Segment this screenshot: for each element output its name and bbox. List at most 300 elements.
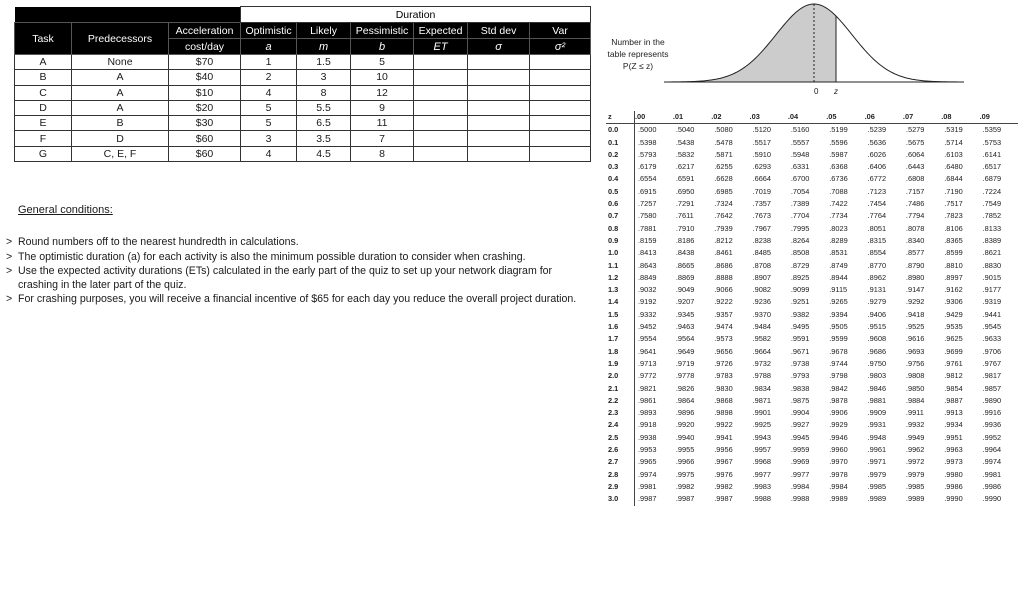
task-cell: F: [15, 131, 72, 146]
task-row: [15, 55, 591, 70]
z-probability-cell: .6915: [638, 186, 657, 196]
optimistic-cell: 5: [241, 100, 297, 115]
z-probability-cell: .7734: [829, 211, 848, 221]
general-conditions-list: [6, 236, 590, 308]
z-probability-cell: .9306: [944, 297, 963, 307]
z-probability-cell: .5948: [790, 149, 810, 159]
z-probability-cell: .9535: [944, 322, 963, 332]
col-likely: Likely: [297, 23, 351, 39]
z-row-label: 0.4: [606, 173, 635, 185]
z-column-header: .03: [750, 111, 788, 124]
z-probability-cell: .8849: [638, 272, 657, 282]
z-probability-cell: .8869: [675, 272, 695, 282]
likely-cell: 8: [297, 85, 351, 100]
z-probability-cell: .9505: [829, 322, 848, 332]
z-probability-cell: .9901: [752, 408, 772, 418]
z-probability-cell: .9732: [752, 358, 772, 368]
z-probability-cell: .5478: [714, 137, 733, 147]
z-probability-cell: .9980: [944, 469, 963, 479]
col-predecessors: Predecessors: [72, 23, 169, 55]
z-probability-cell: .8438: [675, 248, 695, 258]
pessimistic-cell: 9: [351, 100, 414, 115]
z-probability-cell: .9979: [867, 469, 887, 479]
predecessors-cell: A: [72, 100, 169, 115]
z-probability-cell: .9641: [638, 346, 657, 356]
z-row: [606, 321, 1018, 333]
z-row: [606, 137, 1018, 149]
z-row: [606, 358, 1018, 370]
z-probability-cell: .8577: [905, 248, 925, 258]
z-probability-cell: .7324: [714, 199, 733, 209]
z-probability-cell: .9986: [944, 481, 963, 491]
optimistic-cell: 5: [241, 116, 297, 131]
z-probability-cell: .9987: [638, 494, 657, 504]
z-column-header: .06: [865, 111, 903, 124]
var-cell: [530, 70, 591, 85]
z-probability-cell: .9983: [752, 481, 772, 491]
task-row: [15, 85, 591, 100]
z-probability-cell: .9990: [944, 494, 963, 504]
z-probability-cell: .9756: [905, 358, 925, 368]
stddev-cell: [468, 146, 530, 161]
z-probability-cell: .9382: [790, 309, 810, 319]
z-row: [606, 284, 1018, 296]
stddev-cell: [468, 85, 530, 100]
z-probability-cell: .7422: [829, 199, 848, 209]
z-probability-cell: .9968: [752, 457, 772, 467]
stddev-cell: [468, 116, 530, 131]
col-stddev: Std dev: [468, 23, 530, 39]
z-probability-cell: .8212: [714, 235, 733, 245]
z-probability-cell: .7157: [905, 186, 925, 196]
z-probability-cell: .9713: [638, 358, 657, 368]
z-column-header: .07: [903, 111, 941, 124]
col-pessimistic: Pessimistic: [351, 23, 414, 39]
z-probability-cell: .9970: [829, 457, 848, 467]
predecessors-cell: A: [72, 85, 169, 100]
z-probability-cell: .9772: [638, 371, 657, 381]
z-probability-cell: .5753: [982, 137, 1002, 147]
z-probability-cell: .9916: [982, 408, 1002, 418]
z-probability-cell: .9515: [867, 322, 887, 332]
z-probability-cell: .9952: [982, 432, 1002, 442]
expected-cell: [414, 85, 468, 100]
col-optimistic-symbol: a: [241, 39, 297, 55]
z-probability-cell: .9429: [944, 309, 963, 319]
z-probability-cell: .9744: [829, 358, 848, 368]
z-probability-cell: .8830: [982, 260, 1002, 270]
z-probability-cell: .6879: [982, 174, 1002, 184]
task-cell: C: [15, 85, 72, 100]
z-probability-cell: .9830: [714, 383, 733, 393]
z-probability-cell: .8389: [982, 235, 1002, 245]
var-cell: [530, 146, 591, 161]
task-row: [15, 131, 591, 146]
acceleration-cost-cell: $60: [169, 131, 241, 146]
z-probability-cell: .9265: [829, 297, 848, 307]
z-probability-cell: .8810: [944, 260, 963, 270]
z-row-label: 1.3: [606, 284, 635, 296]
duration-header: Duration: [241, 7, 591, 23]
z-probability-cell: .9936: [982, 420, 1002, 430]
z-probability-cell: .9960: [829, 445, 848, 455]
z-probability-cell: .9988: [790, 494, 810, 504]
col-var: Var: [530, 23, 591, 39]
z-row: [606, 247, 1018, 259]
optimistic-cell: 4: [241, 85, 297, 100]
z-probability-cell: .6217: [675, 162, 695, 172]
z-probability-cell: .6554: [638, 174, 657, 184]
z-probability-cell: .9599: [829, 334, 848, 344]
col-acceleration: Acceleration: [169, 23, 241, 39]
z-probability-cell: .9951: [944, 432, 963, 442]
z-probability-cell: .8554: [867, 248, 887, 258]
z-probability-cell: .9871: [752, 395, 772, 405]
z-probability-cell: .6103: [944, 149, 963, 159]
z-probability-cell: .8643: [638, 260, 657, 270]
z-probability-cell: .9964: [982, 445, 1002, 455]
var-cell: [530, 116, 591, 131]
pessimistic-cell: 10: [351, 70, 414, 85]
z-probability-cell: .7794: [905, 211, 925, 221]
z-probability-cell: .8907: [752, 272, 772, 282]
z-probability-cell: .7549: [982, 199, 1002, 209]
z-probability-cell: .9834: [752, 383, 772, 393]
z-probability-cell: .9948: [867, 432, 887, 442]
z-probability-cell: .9898: [714, 408, 733, 418]
z-probability-cell: .9738: [790, 358, 810, 368]
z-row: [606, 173, 1018, 185]
z-probability-cell: .8621: [982, 248, 1002, 258]
z-probability-cell: .6293: [752, 162, 772, 172]
z-probability-cell: .6026: [867, 149, 887, 159]
z-probability-cell: .7019: [752, 186, 772, 196]
z-probability-cell: .9979: [905, 469, 925, 479]
z-probability-cell: .9726: [714, 358, 733, 368]
z-probability-cell: .8461: [714, 248, 733, 258]
bullet-marker: >: [6, 265, 13, 277]
z-probability-cell: .9706: [982, 346, 1002, 356]
z-row: [606, 469, 1018, 481]
z-probability-cell: .9934: [944, 420, 963, 430]
z-probability-cell: .9940: [675, 432, 695, 442]
z-probability-cell: .9864: [675, 395, 695, 405]
z-probability-cell: .9976: [714, 469, 733, 479]
z-row: [606, 333, 1018, 345]
z-probability-cell: .9878: [829, 395, 848, 405]
z-probability-cell: .9918: [638, 420, 657, 430]
z-row-label: 2.1: [606, 383, 635, 395]
pessimistic-cell: 11: [351, 116, 414, 131]
bullet-marker: >: [6, 293, 13, 305]
z-probability-cell: .6179: [638, 162, 657, 172]
z-row: [606, 186, 1018, 198]
task-table: [14, 6, 591, 162]
z-probability-cell: .9953: [638, 445, 657, 455]
acceleration-cost-cell: $30: [169, 116, 241, 131]
z-row: [606, 272, 1018, 284]
z-row-label: 2.5: [606, 432, 635, 444]
z-probability-cell: .7291: [675, 199, 695, 209]
z-probability-cell: .6950: [675, 186, 695, 196]
z-probability-cell: .9971: [867, 457, 887, 467]
z-probability-cell: .9990: [982, 494, 1002, 504]
condition-text: Use the expected activity durations (ETs) calculated in the early part of the quiz to set up your network diagram for crashing in the later part of the quiz.: [18, 265, 553, 291]
task-cell: B: [15, 70, 72, 85]
z-probability-cell: .9678: [829, 346, 848, 356]
z-probability-cell: .9591: [790, 334, 810, 344]
z-probability-cell: .9817: [982, 371, 1002, 381]
predecessors-cell: A: [72, 70, 169, 85]
stddev-cell: [468, 55, 530, 70]
z-probability-cell: .9961: [867, 445, 887, 455]
z-column-header: .04: [788, 111, 826, 124]
task-row: [15, 116, 591, 131]
z-probability-cell: .9887: [944, 395, 963, 405]
z-probability-cell: .9842: [829, 383, 848, 393]
pessimistic-cell: 12: [351, 85, 414, 100]
z-probability-cell: .9969: [790, 457, 810, 467]
expected-cell: [414, 100, 468, 115]
z-probability-cell: .9251: [790, 297, 810, 307]
z-probability-cell: .9945: [790, 432, 810, 442]
z-row-label: 2.9: [606, 481, 635, 493]
z-probability-cell: .9719: [675, 358, 695, 368]
z-probability-cell: .9812: [944, 371, 963, 381]
task-row: [15, 70, 591, 85]
z-probability-cell: .9925: [752, 420, 772, 430]
z-row-label: 2.6: [606, 444, 635, 456]
col-stddev-symbol: σ: [468, 39, 530, 55]
z-row: [606, 223, 1018, 235]
z-probability-cell: .7517: [944, 199, 963, 209]
z-probability-cell: .9608: [867, 334, 887, 344]
z-row: [606, 161, 1018, 173]
z-probability-cell: .7389: [790, 199, 810, 209]
z-probability-cell: .8133: [982, 223, 1002, 233]
z-row: [606, 149, 1018, 161]
z-probability-cell: .7224: [982, 186, 1002, 196]
z-probability-cell: .9967: [714, 457, 733, 467]
z-probability-cell: .8078: [905, 223, 925, 233]
z-probability-cell: .9222: [714, 297, 733, 307]
z-probability-cell: .7190: [944, 186, 963, 196]
z-probability-cell: .5596: [829, 137, 848, 147]
z-probability-cell: .9846: [867, 383, 887, 393]
z-probability-cell: .9484: [752, 322, 772, 332]
z-row-label: 1.6: [606, 321, 635, 333]
z-probability-cell: .9761: [944, 358, 963, 368]
z-row: [606, 260, 1018, 272]
z-row-label: 2.2: [606, 395, 635, 407]
z-probability-cell: .8962: [867, 272, 887, 282]
z-probability-cell: .9147: [905, 285, 925, 295]
pessimistic-cell: 8: [351, 146, 414, 161]
z-probability-cell: .9987: [675, 494, 695, 504]
z-probability-cell: .8944: [829, 272, 848, 282]
z-row: [606, 296, 1018, 308]
z-probability-cell: .9495: [790, 322, 810, 332]
z-probability-cell: .9319: [982, 297, 1002, 307]
pessimistic-cell: 7: [351, 131, 414, 146]
z-probability-cell: .5040: [675, 125, 695, 135]
z-row-label: 1.5: [606, 309, 635, 321]
z-probability-cell: .9984: [790, 481, 810, 491]
z-row-label: 0.0: [606, 124, 635, 137]
z-probability-cell: .9957: [752, 445, 772, 455]
z-row: [606, 210, 1018, 222]
general-conditions-title: General conditions:: [18, 204, 113, 216]
condition-text: Round numbers off to the nearest hundredth in calculations.: [18, 236, 299, 248]
likely-cell: 6.5: [297, 116, 351, 131]
z-probability-cell: .9986: [982, 481, 1002, 491]
predecessors-cell: C, E, F: [72, 146, 169, 161]
z-probability-cell: .9893: [638, 408, 657, 418]
z-probability-cell: .9788: [752, 371, 772, 381]
var-cell: [530, 55, 591, 70]
task-cell: A: [15, 55, 72, 70]
var-cell: [530, 100, 591, 115]
z-probability-cell: .9946: [829, 432, 848, 442]
z-probability-cell: .8023: [829, 223, 848, 233]
z-probability-cell: .7823: [944, 211, 963, 221]
z-probability-cell: .6480: [944, 162, 963, 172]
col-optimistic: Optimistic: [241, 23, 297, 39]
z-probability-cell: .9931: [867, 420, 887, 430]
z-probability-cell: .8686: [714, 260, 733, 270]
z-probability-cell: .9941: [714, 432, 733, 442]
z-column-header: .02: [711, 111, 749, 124]
col-likely-symbol: m: [297, 39, 351, 55]
z-probability-cell: .6772: [867, 174, 887, 184]
z-probability-cell: .8186: [675, 235, 695, 245]
z-probability-cell: .9699: [944, 346, 963, 356]
z-probability-cell: .8925: [790, 272, 810, 282]
z-probability-cell: .9861: [638, 395, 657, 405]
z-probability-cell: .5517: [752, 137, 772, 147]
z-row-label: 2.3: [606, 407, 635, 419]
z-probability-cell: .9956: [714, 445, 733, 455]
z-row-label: 0.7: [606, 210, 635, 222]
acceleration-cost-cell: $40: [169, 70, 241, 85]
z-probability-cell: .9966: [675, 457, 695, 467]
var-cell: [530, 85, 591, 100]
z-probability-cell: .8980: [905, 272, 925, 282]
z-probability-cell: .9978: [829, 469, 848, 479]
task-cell: G: [15, 146, 72, 161]
z-probability-cell: .6985: [714, 186, 733, 196]
z-probability-cell: .9904: [790, 408, 810, 418]
task-row: [15, 100, 591, 115]
acceleration-cost-cell: $70: [169, 55, 241, 70]
z-probability-cell: .9564: [675, 334, 695, 344]
condition-text: The optimistic duration (a) for each activity is also the minimum possible duration to consider when crashing.: [18, 250, 526, 263]
z-probability-cell: .8888: [714, 272, 733, 282]
z-row: [606, 456, 1018, 468]
z-probability-cell: .7054: [790, 186, 810, 196]
z-probability-cell: .5080: [714, 125, 733, 135]
z-probability-cell: .9985: [905, 481, 925, 491]
z-probability-cell: .5359: [982, 125, 1002, 135]
stddev-cell: [468, 131, 530, 146]
z-probability-cell: .7967: [752, 223, 772, 233]
z-probability-cell: .8790: [905, 260, 925, 270]
z-probability-cell: .7852: [982, 211, 1002, 221]
likely-cell: 4.5: [297, 146, 351, 161]
z-probability-cell: .9989: [905, 494, 925, 504]
var-cell: [530, 131, 591, 146]
z-probability-cell: .9929: [829, 420, 848, 430]
z-probability-cell: .6331: [790, 162, 810, 172]
z-probability-cell: .8264: [790, 235, 810, 245]
z-probability-cell: .9162: [944, 285, 963, 295]
z-probability-cell: .8289: [829, 235, 848, 245]
task-cell: E: [15, 116, 72, 131]
z-probability-cell: .9974: [638, 469, 657, 479]
condition-item: [6, 236, 590, 250]
optimistic-cell: 1: [241, 55, 297, 70]
curve-caption-line: Number in the: [611, 37, 665, 47]
z-table: [606, 111, 1018, 506]
z-probability-cell: .8413: [638, 248, 657, 258]
z-probability-cell: .8485: [752, 248, 772, 258]
z-probability-cell: .9949: [905, 432, 925, 442]
z-column-header: .05: [826, 111, 864, 124]
z-row: [606, 346, 1018, 358]
z-probability-cell: .6844: [944, 174, 963, 184]
z-probability-cell: .9808: [905, 371, 925, 381]
z-probability-cell: .9671: [790, 346, 810, 356]
z-probability-cell: .9974: [982, 457, 1002, 467]
col-pessimistic-symbol: b: [351, 39, 414, 55]
z-probability-cell: .7580: [638, 211, 657, 221]
z-probability-cell: .7257: [638, 199, 657, 209]
z-probability-cell: .9989: [829, 494, 848, 504]
z-probability-cell: .9881: [867, 395, 887, 405]
z-probability-cell: .8238: [752, 235, 772, 245]
bullet-marker: >: [6, 250, 13, 263]
z-probability-cell: .9441: [982, 309, 1002, 319]
z-probability-cell: .9015: [982, 272, 1002, 282]
task-row: [15, 146, 591, 161]
z-probability-cell: .7642: [714, 211, 733, 221]
z-row: [606, 235, 1018, 247]
z-probability-cell: .9693: [905, 346, 925, 356]
optimistic-cell: 4: [241, 146, 297, 161]
z-column-header: .09: [980, 111, 1018, 124]
z-probability-cell: .9279: [867, 297, 887, 307]
shaded-area: [664, 4, 836, 82]
z-probability-cell: .8770: [867, 260, 887, 270]
z-column-header: .01: [673, 111, 711, 124]
z-probability-cell: .9890: [982, 395, 1002, 405]
z-row-label: 2.4: [606, 419, 635, 431]
z-row-label: 1.4: [606, 296, 635, 308]
z-probability-cell: .9963: [944, 445, 963, 455]
col-expected-symbol: ET: [414, 39, 468, 55]
z-row-label: 0.8: [606, 223, 635, 235]
z-probability-cell: .5160: [790, 125, 810, 135]
expected-cell: [414, 55, 468, 70]
likely-cell: 3: [297, 70, 351, 85]
z-probability-cell: .9875: [790, 395, 810, 405]
z-probability-cell: .9982: [675, 481, 695, 491]
expected-cell: [414, 116, 468, 131]
z-probability-cell: .9207: [675, 297, 695, 307]
z-row: [606, 198, 1018, 210]
task-cell: D: [15, 100, 72, 115]
z-probability-cell: .5793: [638, 149, 657, 159]
